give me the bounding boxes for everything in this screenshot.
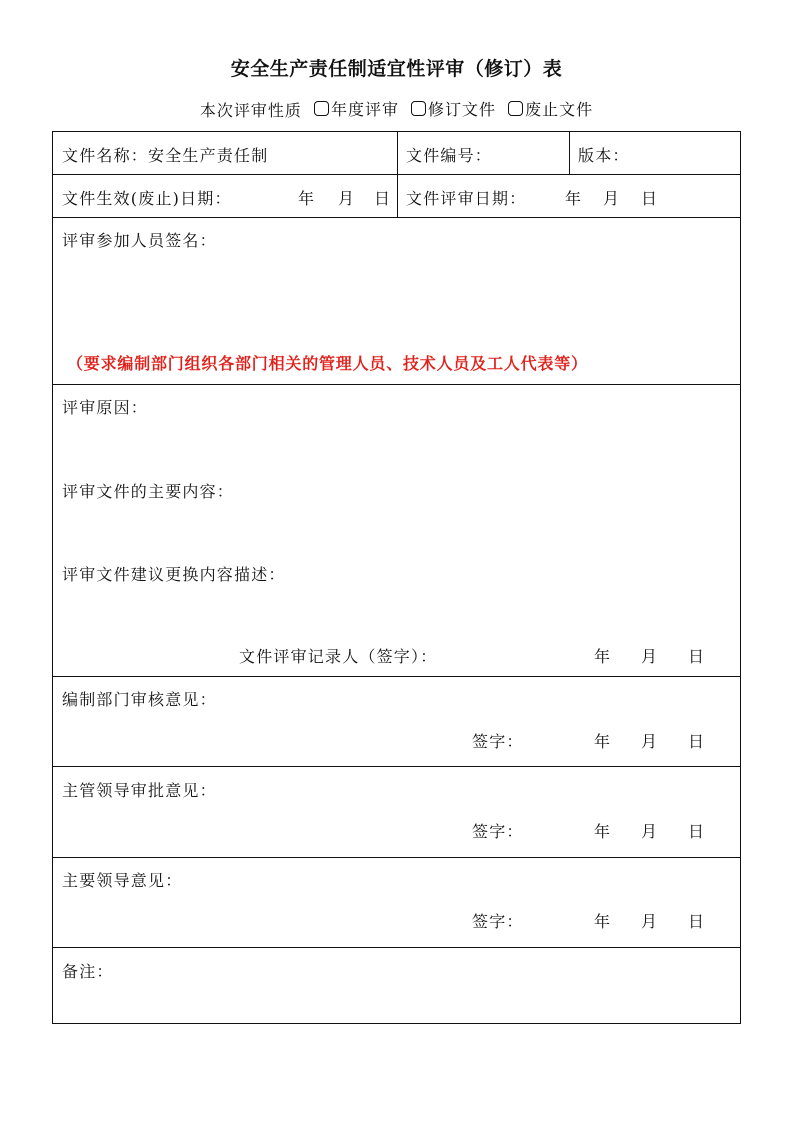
review-nature-label: 本次评审性质 [199, 101, 302, 120]
dept-date-year[interactable]: 年 [594, 732, 612, 751]
remarks-label: 备注： [62, 962, 114, 981]
row-divider [53, 857, 740, 858]
row-divider [53, 947, 740, 948]
dept-date-day[interactable]: 日 [688, 732, 706, 751]
supervisor-opinion-label: 主管领导审批意见： [62, 781, 217, 800]
revise-file-checkbox[interactable] [411, 101, 426, 116]
abolish-file-checkbox[interactable] [508, 101, 523, 116]
review-nature-line [0, 97, 793, 121]
review-form-table [52, 131, 741, 1024]
version-field[interactable]: 版本： [578, 146, 630, 165]
file-name-field[interactable]: 文件名称：安全生产责任制 [62, 146, 269, 165]
leader-date-month[interactable]: 月 [641, 912, 659, 931]
review-reason-label: 评审原因： [62, 398, 149, 417]
supervisor-signature-label: 签字： [472, 822, 524, 841]
column-divider [397, 132, 398, 217]
form-title: 安全生产责任制适宜性评审（修订）表 [230, 58, 563, 80]
option-annual-review[interactable] [314, 97, 399, 120]
recorder-date-year[interactable]: 年 [594, 647, 612, 666]
participants-note: （要求编制部门组织各部门相关的管理人员、技术人员及工人代表等） [67, 354, 588, 373]
option-abolish-file[interactable] [508, 97, 593, 120]
leader-date-year[interactable]: 年 [594, 912, 612, 931]
review-date-month[interactable]: 月 [603, 189, 621, 208]
leader-opinion-label: 主要领导意见： [62, 871, 183, 890]
review-date-label: 文件评审日期： [406, 189, 527, 208]
supervisor-date-day[interactable]: 日 [688, 822, 706, 841]
effective-date-day[interactable]: 日 [374, 189, 392, 208]
supervisor-date-year[interactable]: 年 [594, 822, 612, 841]
change-description-label: 评审文件建议更换内容描述： [62, 565, 286, 584]
participants-label: 评审参加人员签名： [62, 231, 217, 250]
row-divider [53, 217, 740, 218]
main-content-label: 评审文件的主要内容： [62, 482, 235, 501]
file-number-field[interactable]: 文件编号： [406, 146, 493, 165]
effective-date-label: 文件生效(废止)日期： [62, 189, 232, 208]
revise-file-label: 修订文件 [428, 100, 497, 119]
review-date-year[interactable]: 年 [565, 189, 583, 208]
column-divider [569, 132, 570, 174]
dept-signature-label: 签字： [472, 732, 524, 751]
effective-date-year[interactable]: 年 [298, 189, 316, 208]
row-divider [53, 766, 740, 767]
annual-review-checkbox[interactable] [314, 101, 329, 116]
supervisor-date-month[interactable]: 月 [641, 822, 659, 841]
review-date-day[interactable]: 日 [641, 189, 659, 208]
recorder-date-day[interactable]: 日 [688, 647, 706, 666]
leader-date-day[interactable]: 日 [688, 912, 706, 931]
recorder-date-month[interactable]: 月 [641, 647, 659, 666]
dept-opinion-label: 编制部门审核意见： [62, 690, 217, 709]
annual-review-label: 年度评审 [330, 100, 399, 119]
abolish-file-label: 废止文件 [525, 100, 594, 119]
dept-date-month[interactable]: 月 [641, 732, 659, 751]
leader-signature-label: 签字： [472, 912, 524, 931]
recorder-signature-label: 文件评审记录人（签字）： [239, 647, 438, 666]
row-divider [53, 384, 740, 385]
effective-date-month[interactable]: 月 [338, 189, 356, 208]
option-revise-file[interactable] [411, 97, 496, 120]
row-divider [53, 676, 740, 677]
